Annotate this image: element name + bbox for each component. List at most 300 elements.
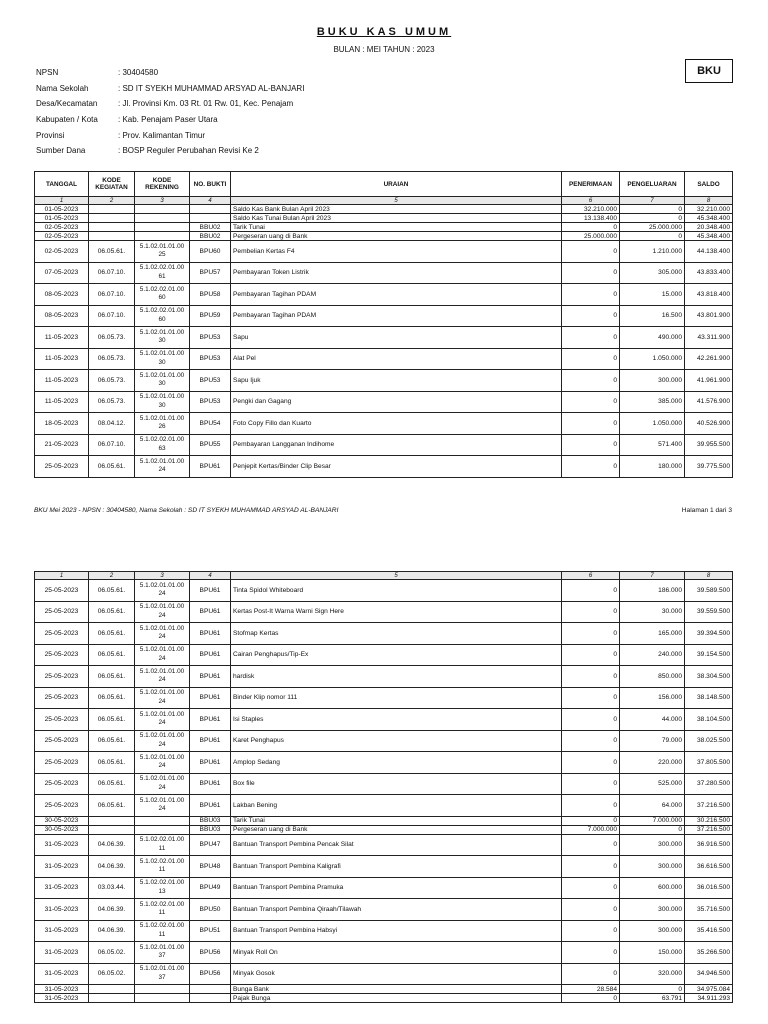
cell-uraian: Bantuan Transport Pembina Habsyi (231, 920, 562, 942)
cell-kode-rekening: 5.1.02.01.01.00 24 (135, 730, 190, 752)
cell-tanggal: 25-05-2023 (35, 644, 89, 666)
cell-uraian: Pajak Bunga (231, 994, 562, 1003)
column-header: PENGELUARAN (620, 172, 685, 197)
cell-kode-kegiatan: 06.05.73. (89, 370, 135, 392)
cell-kode-rekening: 5.1.02.01.01.00 30 (135, 327, 190, 349)
cell-penerimaan: 0 (562, 709, 620, 731)
cell-no-bukti: BPU61 (190, 773, 231, 795)
cell-tanggal: 31-05-2023 (35, 942, 89, 964)
cell-pengeluaran: 0 (620, 985, 685, 994)
cell-pengeluaran: 320.000 (620, 963, 685, 985)
table-row (35, 205, 733, 214)
table-row (35, 434, 733, 456)
cell-penerimaan: 0 (562, 666, 620, 688)
cell-uraian: Stofmap Kertas (231, 623, 562, 645)
cell-tanggal: 25-05-2023 (35, 456, 89, 478)
cell-uraian: Binder Klip nomor 111 (231, 687, 562, 709)
cell-uraian: Minyak Gosok (231, 963, 562, 985)
table-row (35, 370, 733, 392)
cell-kode-rekening: 5.1.02.01.01.00 24 (135, 601, 190, 623)
column-number: 6 (562, 197, 620, 205)
table-row (35, 580, 733, 602)
cell-penerimaan: 0 (562, 241, 620, 263)
cell-saldo: 34.946.500 (685, 963, 733, 985)
cell-tanggal: 25-05-2023 (35, 773, 89, 795)
cell-penerimaan: 0 (562, 370, 620, 392)
cell-tanggal: 02-05-2023 (35, 223, 89, 232)
table-row (35, 963, 733, 985)
cell-no-bukti: BPU57 (190, 262, 231, 284)
cell-uraian: Pembayaran Tagihan PDAM (231, 305, 562, 327)
cell-kode-kegiatan: 06.05.61. (89, 795, 135, 817)
cell-kode-rekening: 5.1.02.01.01.00 26 (135, 413, 190, 435)
cell-penerimaan: 7.000.000 (562, 825, 620, 834)
cell-pengeluaran: 525.000 (620, 773, 685, 795)
cell-uraian: Saldo Kas Bank Bulan April 2023 (231, 205, 562, 214)
cell-saldo: 37.216.500 (685, 795, 733, 817)
cell-tanggal: 08-05-2023 (35, 284, 89, 306)
cell-uraian: Tarik Tunai (231, 816, 562, 825)
cell-kode-rekening: 5.1.02.01.01.00 30 (135, 348, 190, 370)
cell-tanggal: 25-05-2023 (35, 795, 89, 817)
cell-penerimaan: 0 (562, 223, 620, 232)
cell-uraian: Cairan Penghapus/Tip-Ex (231, 644, 562, 666)
cell-no-bukti (190, 205, 231, 214)
cell-kode-rekening (135, 214, 190, 223)
cell-penerimaan: 13.138.400 (562, 214, 620, 223)
table-row (35, 856, 733, 878)
cell-pengeluaran: 0 (620, 232, 685, 241)
cell-uraian: Bantuan Transport Pembina Pencak Silat (231, 834, 562, 856)
cell-kode-kegiatan (89, 825, 135, 834)
cell-uraian: Sapu (231, 327, 562, 349)
cell-penerimaan: 0 (562, 601, 620, 623)
cell-uraian: Pergeseran uang di Bank (231, 232, 562, 241)
cell-kode-rekening: 5.1.02.02.01.00 60 (135, 305, 190, 327)
cell-kode-rekening: 5.1.02.01.01.00 24 (135, 709, 190, 731)
cell-penerimaan: 0 (562, 816, 620, 825)
cell-uraian: Pergeseran uang di Bank (231, 825, 562, 834)
cell-pengeluaran: 0 (620, 825, 685, 834)
column-number: 7 (620, 572, 685, 580)
cell-penerimaan: 0 (562, 456, 620, 478)
cell-tanggal: 25-05-2023 (35, 623, 89, 645)
cell-no-bukti: BPU49 (190, 877, 231, 899)
info-row (36, 146, 304, 162)
info-value: : Jl. Provinsi Km. 03 Rt. 01 Rw. 01, Kec. Penajam (118, 99, 294, 109)
cell-uraian: Tarik Tunai (231, 223, 562, 232)
document-subtitle: BULAN : MEI TAHUN : 2023 (333, 45, 435, 54)
cell-kode-rekening: 5.1.02.01.01.00 24 (135, 795, 190, 817)
school-info (36, 68, 304, 162)
cell-pengeluaran: 300.000 (620, 370, 685, 392)
cell-penerimaan: 0 (562, 834, 620, 856)
cell-penerimaan: 28.584 (562, 985, 620, 994)
cell-kode-kegiatan: 04.06.39. (89, 856, 135, 878)
info-label: NPSN (36, 68, 59, 77)
cell-pengeluaran: 300.000 (620, 856, 685, 878)
cell-no-bukti: BPU61 (190, 456, 231, 478)
cell-tanggal: 02-05-2023 (35, 241, 89, 263)
column-number: 3 (135, 197, 190, 205)
cell-no-bukti: BPU61 (190, 709, 231, 731)
table-row (35, 994, 733, 1003)
info-value: : SD IT SYEKH MUHAMMAD ARSYAD AL-BANJARI (118, 83, 305, 93)
cell-kode-kegiatan: 06.05.61. (89, 730, 135, 752)
cell-saldo: 43.833.400 (685, 262, 733, 284)
column-number: 8 (685, 197, 733, 205)
cell-no-bukti (190, 994, 231, 1003)
cell-uraian: Karet Penghapus (231, 730, 562, 752)
cell-saldo: 30.216.500 (685, 816, 733, 825)
cell-no-bukti: BPU59 (190, 305, 231, 327)
cell-no-bukti: BPU61 (190, 687, 231, 709)
column-number: 1 (35, 572, 89, 580)
column-number: 4 (190, 572, 231, 580)
cell-tanggal: 21-05-2023 (35, 434, 89, 456)
info-row (36, 115, 304, 131)
table-row (35, 232, 733, 241)
cell-tanggal: 25-05-2023 (35, 752, 89, 774)
cell-penerimaan: 0 (562, 942, 620, 964)
cell-penerimaan: 0 (562, 391, 620, 413)
cell-penerimaan: 0 (562, 644, 620, 666)
cell-penerimaan: 0 (562, 284, 620, 306)
cell-saldo: 43.818.400 (685, 284, 733, 306)
table-header (35, 172, 733, 205)
column-number: 5 (231, 572, 562, 580)
cell-no-bukti: BPU53 (190, 391, 231, 413)
cell-kode-kegiatan: 06.05.73. (89, 327, 135, 349)
cell-kode-rekening: 5.1.02.01.01.00 24 (135, 752, 190, 774)
cell-kode-kegiatan (89, 214, 135, 223)
cell-saldo: 44.138.400 (685, 241, 733, 263)
cell-penerimaan: 0 (562, 856, 620, 878)
page-footer-info: BKU Mei 2023 - NPSN : 30404580, Nama Sekolah : SD IT SYEKH MUHAMMAD ARSYAD AL-BANJARI (34, 507, 339, 514)
cell-uraian: Penjepit Kertas/Binder Clip Besar (231, 456, 562, 478)
cell-uraian: Isi Staples (231, 709, 562, 731)
cell-pengeluaran: 0 (620, 205, 685, 214)
table-row (35, 305, 733, 327)
cell-saldo: 38.104.500 (685, 709, 733, 731)
cell-kode-kegiatan: 06.05.61. (89, 623, 135, 645)
cell-penerimaan: 0 (562, 963, 620, 985)
cell-kode-kegiatan: 06.07.10. (89, 434, 135, 456)
cell-kode-kegiatan: 06.05.61. (89, 709, 135, 731)
cell-kode-rekening: 5.1.02.01.01.00 24 (135, 687, 190, 709)
cell-kode-rekening (135, 205, 190, 214)
cell-saldo: 37.805.500 (685, 752, 733, 774)
info-label: Desa/Kecamatan (36, 99, 98, 109)
cell-uraian: Foto Copy Fillo dan Kuarto (231, 413, 562, 435)
info-label: Kabupaten / Kota (36, 115, 98, 125)
cell-penerimaan: 0 (562, 305, 620, 327)
cell-pengeluaran: 156.000 (620, 687, 685, 709)
cell-no-bukti: BPU61 (190, 580, 231, 602)
info-row (36, 68, 304, 84)
table-row (35, 327, 733, 349)
cell-tanggal: 18-05-2023 (35, 413, 89, 435)
column-number: 2 (89, 572, 135, 580)
cell-saldo: 42.261.900 (685, 348, 733, 370)
cell-tanggal: 25-05-2023 (35, 687, 89, 709)
cell-tanggal: 25-05-2023 (35, 730, 89, 752)
table-row (35, 214, 733, 223)
cell-kode-kegiatan: 06.05.61. (89, 601, 135, 623)
cell-saldo: 43.311.900 (685, 327, 733, 349)
cell-pengeluaran: 64.000 (620, 795, 685, 817)
cell-saldo: 37.216.500 (685, 825, 733, 834)
ledger-table-page-1 (34, 171, 733, 478)
table-row (35, 709, 733, 731)
cell-penerimaan: 0 (562, 580, 620, 602)
cell-kode-kegiatan: 06.05.73. (89, 348, 135, 370)
cell-no-bukti: BPU61 (190, 795, 231, 817)
cell-uraian: Bantuan Transport Pembina Pramuka (231, 877, 562, 899)
cell-kode-rekening: 5.1.02.01.01.00 24 (135, 580, 190, 602)
cell-penerimaan: 0 (562, 413, 620, 435)
cell-no-bukti: BPU53 (190, 370, 231, 392)
cell-no-bukti: BPU48 (190, 856, 231, 878)
cell-tanggal: 31-05-2023 (35, 899, 89, 921)
cell-kode-rekening: 5.1.02.02.01.00 11 (135, 899, 190, 921)
info-value: : Kab. Penajam Paser Utara (118, 115, 218, 125)
table-row (35, 825, 733, 834)
column-number: 8 (685, 572, 733, 580)
cell-no-bukti: BPU53 (190, 348, 231, 370)
table-row (35, 241, 733, 263)
cell-kode-rekening (135, 816, 190, 825)
cell-saldo: 41.961.900 (685, 370, 733, 392)
column-number: 1 (35, 197, 89, 205)
cell-penerimaan: 0 (562, 795, 620, 817)
cell-penerimaan: 0 (562, 899, 620, 921)
cell-kode-kegiatan (89, 994, 135, 1003)
cell-saldo: 36.916.500 (685, 834, 733, 856)
cell-kode-rekening: 5.1.02.01.01.00 37 (135, 963, 190, 985)
cell-kode-kegiatan: 06.05.61. (89, 752, 135, 774)
cell-tanggal: 25-05-2023 (35, 601, 89, 623)
table-row (35, 666, 733, 688)
cell-saldo: 39.955.500 (685, 434, 733, 456)
cell-no-bukti (190, 985, 231, 994)
column-header: KODE REKENING (135, 172, 190, 197)
cell-uraian: Pembayaran Tagihan PDAM (231, 284, 562, 306)
cell-pengeluaran: 7.000.000 (620, 816, 685, 825)
info-row (36, 84, 304, 100)
cell-tanggal: 11-05-2023 (35, 327, 89, 349)
cell-no-bukti (190, 214, 231, 223)
cell-saldo: 35.416.500 (685, 920, 733, 942)
cell-uraian: Bantuan Transport Pembina Qiraah/Tilawah (231, 899, 562, 921)
cell-kode-kegiatan: 06.05.61. (89, 241, 135, 263)
column-number: 2 (89, 197, 135, 205)
cell-penerimaan: 0 (562, 327, 620, 349)
cell-tanggal: 07-05-2023 (35, 262, 89, 284)
cell-pengeluaran: 186.000 (620, 580, 685, 602)
cell-kode-rekening: 5.1.02.01.01.00 24 (135, 773, 190, 795)
cell-kode-rekening: 5.1.02.01.01.00 24 (135, 623, 190, 645)
cell-pengeluaran: 180.000 (620, 456, 685, 478)
cell-saldo: 39.559.500 (685, 601, 733, 623)
cell-saldo: 45.348.400 (685, 232, 733, 241)
cell-kode-kegiatan (89, 205, 135, 214)
cell-saldo: 39.775.500 (685, 456, 733, 478)
table-row (35, 456, 733, 478)
cell-no-bukti: BPU54 (190, 413, 231, 435)
cell-saldo: 38.304.500 (685, 666, 733, 688)
cell-pengeluaran: 165.000 (620, 623, 685, 645)
cell-pengeluaran: 300.000 (620, 899, 685, 921)
cell-uraian: Bunga Bank (231, 985, 562, 994)
cell-saldo: 38.148.500 (685, 687, 733, 709)
cell-no-bukti: BPU53 (190, 327, 231, 349)
cell-tanggal: 25-05-2023 (35, 580, 89, 602)
table-row (35, 262, 733, 284)
table-row (35, 623, 733, 645)
cell-penerimaan: 0 (562, 687, 620, 709)
cell-pengeluaran: 30.000 (620, 601, 685, 623)
cell-kode-rekening: 5.1.02.02.01.00 11 (135, 920, 190, 942)
cell-kode-rekening (135, 994, 190, 1003)
cell-saldo: 36.016.500 (685, 877, 733, 899)
cell-no-bukti: BBU03 (190, 825, 231, 834)
cell-tanggal: 01-05-2023 (35, 205, 89, 214)
cell-kode-rekening: 5.1.02.01.01.00 30 (135, 370, 190, 392)
cell-kode-kegiatan: 08.04.12. (89, 413, 135, 435)
cell-pengeluaran: 385.000 (620, 391, 685, 413)
cell-kode-rekening: 5.1.02.02.01.00 11 (135, 834, 190, 856)
table-row (35, 391, 733, 413)
cell-tanggal: 30-05-2023 (35, 825, 89, 834)
cell-no-bukti: BPU61 (190, 623, 231, 645)
bku-badge: BKU (685, 59, 733, 83)
column-number: 7 (620, 197, 685, 205)
cell-kode-kegiatan: 06.05.02. (89, 942, 135, 964)
cell-kode-kegiatan: 06.07.10. (89, 305, 135, 327)
cell-penerimaan: 0 (562, 730, 620, 752)
cell-saldo: 43.801.900 (685, 305, 733, 327)
cell-kode-kegiatan (89, 816, 135, 825)
cell-pengeluaran: 300.000 (620, 920, 685, 942)
cell-kode-kegiatan: 06.05.61. (89, 773, 135, 795)
document-title: BUKU KAS UMUM (316, 26, 452, 38)
column-header: URAIAN (231, 172, 562, 197)
cell-penerimaan: 0 (562, 348, 620, 370)
cell-saldo: 40.526.900 (685, 413, 733, 435)
cell-tanggal: 01-05-2023 (35, 214, 89, 223)
cell-kode-rekening (135, 985, 190, 994)
cell-kode-rekening: 5.1.02.01.01.00 37 (135, 942, 190, 964)
cell-penerimaan: 0 (562, 920, 620, 942)
info-row (36, 131, 304, 147)
cell-uraian: Sapu Ijuk (231, 370, 562, 392)
cell-uraian: Amplop Sedang (231, 752, 562, 774)
info-value: : BOSP Reguler Perubahan Revisi Ke 2 (118, 146, 259, 156)
cell-no-bukti: BPU61 (190, 601, 231, 623)
cell-tanggal: 02-05-2023 (35, 232, 89, 241)
cell-kode-rekening: 5.1.02.01.01.00 24 (135, 666, 190, 688)
column-header: TANGGAL (35, 172, 89, 197)
cell-kode-kegiatan: 06.05.73. (89, 391, 135, 413)
cell-kode-kegiatan: 06.07.10. (89, 284, 135, 306)
cell-penerimaan: 32.210.000 (562, 205, 620, 214)
cell-no-bukti: BBU02 (190, 223, 231, 232)
cell-saldo: 45.348.400 (685, 214, 733, 223)
cell-kode-rekening: 5.1.02.02.01.00 61 (135, 262, 190, 284)
cell-kode-kegiatan: 04.06.39. (89, 920, 135, 942)
column-number: 5 (231, 197, 562, 205)
cell-tanggal: 08-05-2023 (35, 305, 89, 327)
cell-kode-rekening (135, 825, 190, 834)
cell-no-bukti: BPU61 (190, 730, 231, 752)
ledger-table-page-2 (34, 571, 733, 1003)
cell-pengeluaran: 490.000 (620, 327, 685, 349)
cell-pengeluaran: 79.000 (620, 730, 685, 752)
table-row (35, 644, 733, 666)
cell-tanggal: 11-05-2023 (35, 370, 89, 392)
cell-pengeluaran: 305.000 (620, 262, 685, 284)
table-row (35, 985, 733, 994)
cell-tanggal: 11-05-2023 (35, 391, 89, 413)
cell-pengeluaran: 1.210.000 (620, 241, 685, 263)
cell-penerimaan: 25.000.000 (562, 232, 620, 241)
cell-no-bukti: BPU58 (190, 284, 231, 306)
cell-saldo: 37.280.500 (685, 773, 733, 795)
cell-uraian: Lakban Bening (231, 795, 562, 817)
cell-tanggal: 25-05-2023 (35, 709, 89, 731)
cell-no-bukti: BPU51 (190, 920, 231, 942)
info-value: : 30404580 (118, 68, 159, 77)
table-row (35, 834, 733, 856)
cell-tanggal: 31-05-2023 (35, 834, 89, 856)
cell-uraian: Box file (231, 773, 562, 795)
cell-kode-kegiatan: 03.03.44. (89, 877, 135, 899)
cell-no-bukti: BPU55 (190, 434, 231, 456)
cell-pengeluaran: 150.000 (620, 942, 685, 964)
cell-uraian: Kertas Post-It Warna Warni Sign Here (231, 601, 562, 623)
column-number: 4 (190, 197, 231, 205)
cell-uraian: Pembayaran Langganan Indihome (231, 434, 562, 456)
table-row (35, 816, 733, 825)
table-row (35, 601, 733, 623)
cell-saldo: 32.210.000 (685, 205, 733, 214)
cell-pengeluaran: 15.000 (620, 284, 685, 306)
cell-pengeluaran: 850.000 (620, 666, 685, 688)
cell-uraian: hardisk (231, 666, 562, 688)
column-header: NO. BUKTI (190, 172, 231, 197)
cell-kode-rekening: 5.1.02.01.01.00 24 (135, 644, 190, 666)
cell-pengeluaran: 1.050.000 (620, 348, 685, 370)
table-row (35, 942, 733, 964)
column-header: PENERIMAAN (562, 172, 620, 197)
cell-saldo: 39.394.500 (685, 623, 733, 645)
table-row (35, 795, 733, 817)
cell-kode-rekening: 5.1.02.01.01.00 30 (135, 391, 190, 413)
cell-tanggal: 31-05-2023 (35, 985, 89, 994)
cell-saldo: 20.348.400 (685, 223, 733, 232)
cell-no-bukti: BPU56 (190, 963, 231, 985)
info-row (36, 99, 304, 115)
table-row (35, 899, 733, 921)
cell-saldo: 39.589.500 (685, 580, 733, 602)
cell-kode-kegiatan: 04.06.39. (89, 834, 135, 856)
cell-no-bukti: BPU61 (190, 644, 231, 666)
cell-no-bukti: BPU56 (190, 942, 231, 964)
cell-kode-kegiatan: 06.05.61. (89, 687, 135, 709)
cell-pengeluaran: 16.500 (620, 305, 685, 327)
table-row (35, 730, 733, 752)
